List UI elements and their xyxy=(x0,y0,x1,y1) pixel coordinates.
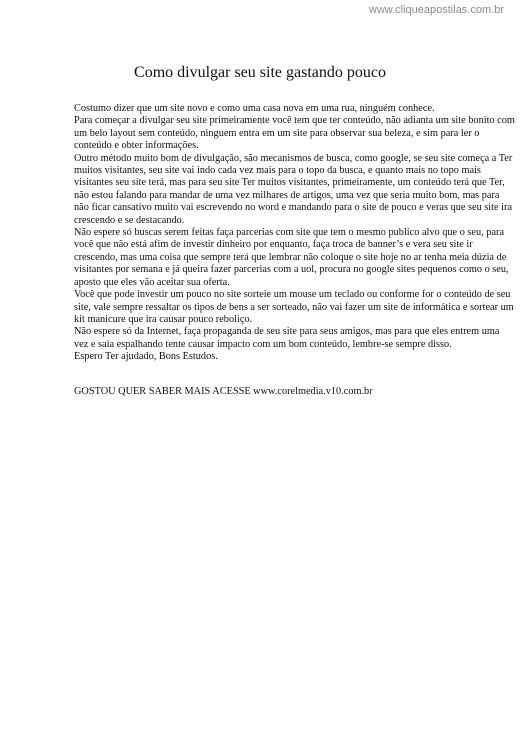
paragraph-closing: Espero Ter ajudado, Bons Estudos. xyxy=(74,351,218,363)
site-url[interactable]: www.cliqueapostilas.com.br xyxy=(368,4,504,16)
paragraph-search-engines: Outro método muito bom de divulgação, são mecanismos de busca, como google, se seu site começa a Ter muitos visitantes, seu site vai indo cada vez mais para o topo da busca, e quanto mais no topo mais visitantes seu site terá, mas para seu site Ter muitos visitantes, primeiramente, um conteúdo terá que Ter, não estou falando para mandar de uma vez milhares de artigos, uma vez que seria muito bom, mas para não ficar cansativo muito vai escrevendo no word e mandando para o site de pouco e veras que seu site ira crescendo e se destacando. xyxy=(74,152,513,226)
call-to-action: GOSTOU QUER SABER MAIS ACESSE www.corelmedia.v10.com.br xyxy=(74,386,373,397)
paragraph-giveaways: Você que pode investir um pouco no site sorteie um mouse um teclado ou conforme for o conteúdo de seu site, vale sempre ressaltar os tipos de bens a ser sorteado, não vai fazer um site de informática e sortear um kit manicure que ira causar pouco reboliço. xyxy=(74,289,514,325)
article-body xyxy=(74,103,516,364)
paragraph-intro: Costumo dizer que um site novo e como uma casa nova em uma rua, ninguém conhece. xyxy=(74,103,435,114)
paragraph-partnerships: Não espere só buscas serem feitas faça parcerias com site que tem o mesmo publico alvo que o seu, para você que não está afim de investir dinheiro por enquanto, faça troca de banner’s e vera seu site ir crescendo, mas uma coisa que sempre terá que lembrar não coloque o site hoje no ar tenha meia dúzia de visitantes por semana e já queira fazer parcerias com a uol, procura no google sites pequenos como o seu, aposto que eles vão aceitar sua oferta. xyxy=(74,227,509,288)
paragraph-offline-promotion: Não espere só da Internet, faça propaganda de seu site para seus amigos, mas para que eles entrem uma vez e saia espalhando tente causar impacto com um bom conteúdo, lembre-se sempre disso. xyxy=(74,326,500,350)
paragraph-content: Para começar a divulgar seu site primeiramente você tem que ter conteúdo, não adianta um site bonito com um belo layout sem conteúdo, ninguem entra em um site para observar sua beleza, e sim para ler o conteúdo e obter informações. xyxy=(74,115,515,152)
page-title: Como divulgar seu site gastando pouco xyxy=(134,64,386,81)
